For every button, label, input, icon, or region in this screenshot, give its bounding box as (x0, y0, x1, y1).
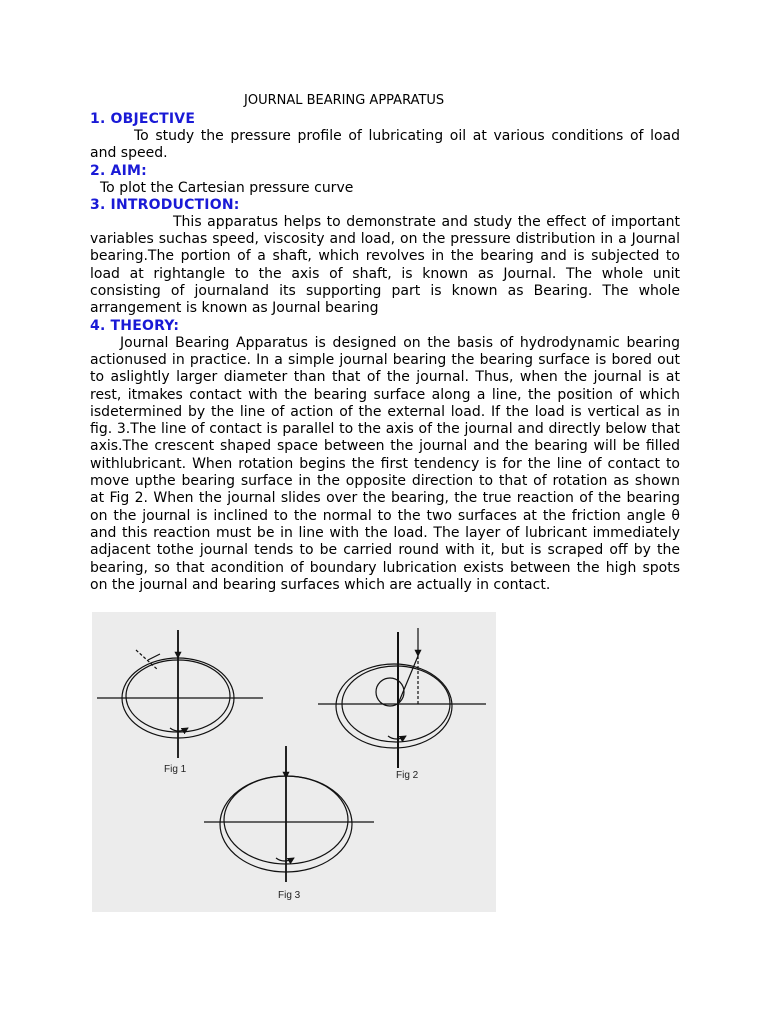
fig-2-label: Fig 2 (396, 770, 419, 781)
bearing-figures (92, 612, 496, 912)
theory-text: Journal Bearing Apparatus is designed on the basis of hydrodynamic bearing actionused in practice. In a simple journal bearing the bearing surface is bored out to aslightly larger diameter than that of the journal. Thus, when the journal is at rest, itmakes contact with the bearing surface along a line, the position of which isdetermined by the line of action of the external load. If the load is vertical as in fig. 3.The line of contact is parallel to the axis of the journal and directly below that axis.The crescent shaped space between the journal and the bearing will be filled withlubricant. When rotation begins the first tendency is for the line of contact to move upthe bearing surface in the opposite direction to that of rotation as shown at Fig 2. When the journal slides over the bearing, the true reaction of the bearing on the journal is inclined to the normal to the two surfaces at the friction angle θ and this reaction must be in line with the load. The layer of lubricant immediately adjacent tothe journal tends to be carried round with it, but is scraped off by the bearing, so that acondition of boundary lubrication exists between the high spots on the journal and bearing surfaces which are actually in contact. (90, 334, 680, 593)
fig-2-friction-circle (376, 678, 404, 706)
introduction-text: This apparatus helps to demonstrate and study the effect of important variables suchas speed, viscosity and load, on the pressure distribution in a Journal bearing.The portion of a shaft, which revolves in the bearing and is subjected to load at rightangle to the axis of shaft, is known as Journal. The whole unit consisting of journaland its supporting part is known as Bearing. The whole arrangement is known as Journal bearing (90, 213, 680, 317)
introduction-heading: 3. INTRODUCTION: (90, 196, 240, 213)
fig-2-diagram (318, 628, 486, 768)
objective-heading: 1. OBJECTIVE (90, 111, 196, 127)
aim-text: To plot the Cartesian pressure curve (100, 179, 354, 196)
fig-1-tick-mark (148, 654, 160, 660)
objective-text: To study the pressure profile of lubricating oil at various conditions of load and speed. (90, 128, 680, 162)
document-page (90, 92, 680, 594)
fig-1-rotation-arrow (170, 728, 188, 731)
fig-2-contact-line (398, 656, 418, 704)
fig-1-label: Fig 1 (164, 764, 187, 775)
theory-heading: 4. THEORY: (90, 317, 180, 334)
document-title: JOURNAL BEARING APPARATUS (244, 93, 445, 108)
fig-3-rotation-arrow (276, 858, 294, 861)
fig-1-diagram (97, 630, 263, 758)
aim-heading: 2. AIM: (90, 162, 147, 179)
fig-3-diagram (204, 746, 374, 882)
bearing-figures-drawing (92, 612, 496, 912)
fig-3-label: Fig 3 (278, 890, 301, 901)
